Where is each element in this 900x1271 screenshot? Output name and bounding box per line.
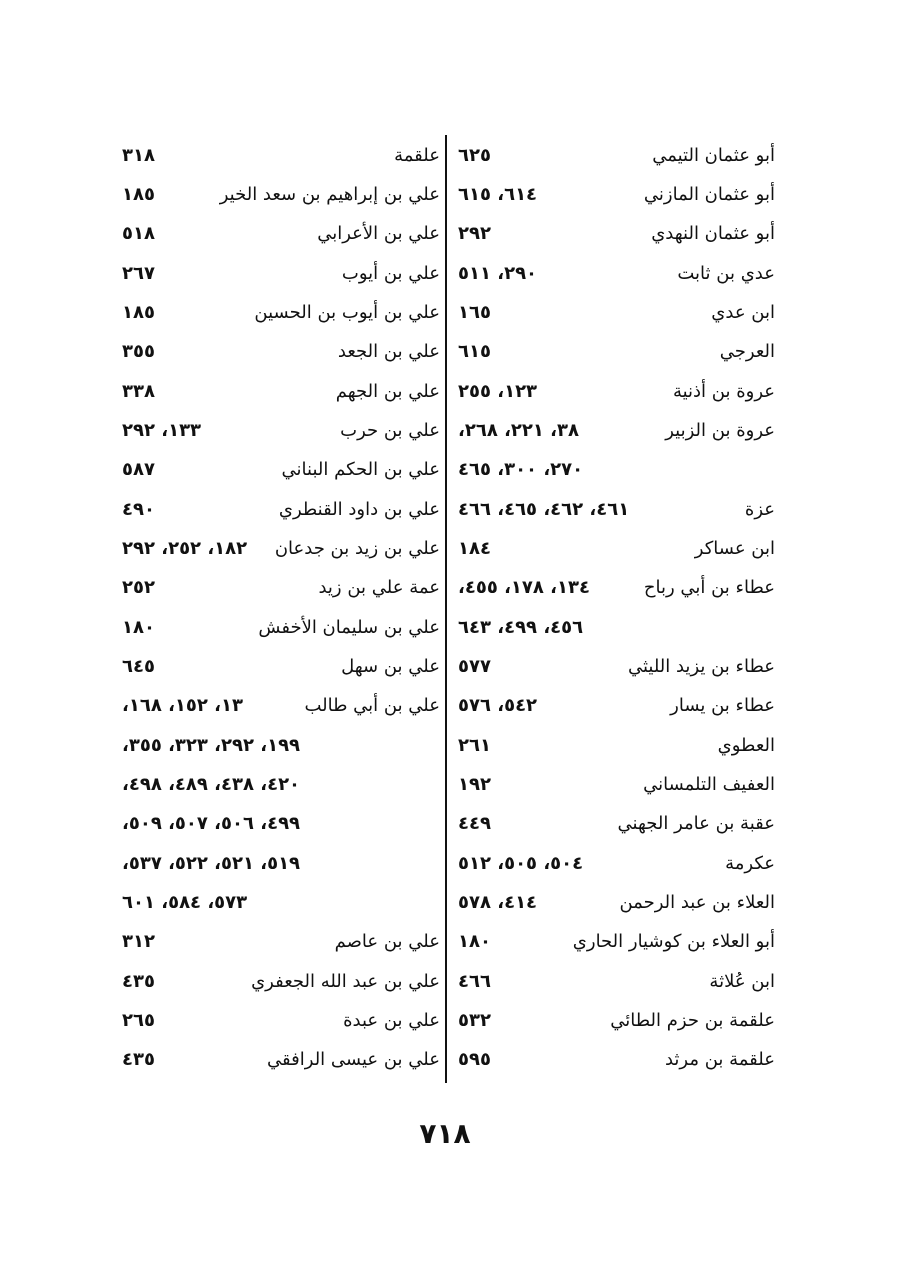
index-entry: [448, 293, 775, 332]
entry-pages: ٢٦٧: [122, 262, 155, 284]
index-entry: [0, 844, 440, 883]
entry-pages: ٢٩٠، ٥١١: [458, 262, 538, 284]
index-entry: [448, 726, 775, 765]
entry-pages: ٥١٨: [122, 223, 155, 245]
entry-pages: ٥٤٢، ٥٧٦: [458, 695, 538, 717]
entry-name: علي بن زيد بن جدعان: [274, 537, 440, 559]
entry-pages: ١٩٩، ٢٩٢، ٣٢٣، ٣٥٥،: [122, 734, 301, 756]
entry-name: علي بن الجهم: [335, 380, 440, 402]
entry-pages: ٦١٤، ٦١٥: [458, 183, 538, 205]
entry-name: العفيف التلمساني: [643, 774, 775, 795]
entry-pages: ٦١٥: [458, 341, 491, 363]
index-entry: [0, 804, 440, 843]
entry-name: علي بن الحكم البناني: [281, 459, 440, 481]
entry-pages: ٥٨٧: [122, 459, 155, 481]
entry-pages: ٥٧٣، ٥٨٤، ٦٠١: [122, 892, 248, 914]
index-entry: [448, 411, 775, 450]
entry-pages: ٤٦٦: [458, 970, 491, 992]
index-entry: [0, 568, 440, 607]
entry-pages: ٤٢٠، ٤٣٨، ٤٨٩، ٤٩٨،: [122, 774, 301, 795]
entry-name: العطوي: [717, 734, 775, 756]
entry-pages: ٣٥٥: [122, 341, 155, 363]
entry-name: ابن عساكر: [694, 537, 775, 559]
entry-pages: ١٨٠: [458, 931, 491, 953]
entry-name: ابن عُلاثة: [709, 970, 775, 992]
entry-name: علي بن الأعرابي: [317, 223, 440, 245]
index-entry: [0, 647, 440, 686]
entry-name: علي بن عبدة: [343, 1010, 440, 1032]
entry-name: علقمة: [394, 144, 440, 166]
index-entry: [448, 608, 775, 647]
entry-name: علي بن داود القنطري: [278, 498, 440, 520]
index-entry: [448, 372, 775, 411]
entry-name: علي بن الجعد: [337, 341, 440, 363]
entry-pages: ١٩٢: [458, 774, 491, 795]
entry-pages: ٤٣٥: [122, 1049, 155, 1071]
entry-name: عطاء بن يسار: [670, 695, 775, 717]
entry-name: عزة: [744, 498, 775, 520]
entry-pages: ٤١٤، ٥٧٨: [458, 892, 538, 914]
index-entry: [0, 214, 440, 253]
entry-name: علي بن عيسى الرافقي: [267, 1049, 440, 1071]
index-entry: [0, 962, 440, 1001]
entry-name: علي بن عاصم: [334, 931, 440, 953]
entry-pages: ٤٩٩، ٥٠٦، ٥٠٧، ٥٠٩،: [122, 813, 301, 835]
entry-pages: ٤٤٩: [458, 813, 491, 835]
entry-name: علي بن حرب: [340, 419, 440, 441]
entry-name: علي بن عبد الله الجعفري: [251, 970, 440, 992]
index-entry: [0, 254, 440, 293]
entry-pages: ٢٧٠، ٣٠٠، ٤٦٥: [458, 459, 584, 481]
column-divider: [445, 135, 447, 1083]
index-entry: [448, 962, 775, 1001]
index-entry: [448, 1001, 775, 1040]
entry-pages: ٥٩٥: [458, 1049, 491, 1071]
entry-name: عروة بن الزبير: [665, 419, 775, 441]
entry-pages: ٣١٨: [122, 144, 155, 166]
entry-pages: ٣٣٨: [122, 380, 155, 402]
index-entry: [448, 568, 775, 607]
index-entry: [448, 647, 775, 686]
entry-pages: ٤٣٥: [122, 970, 155, 992]
index-column-right: [448, 136, 775, 1080]
entry-name: علي بن سليمان الأخفش: [258, 616, 440, 638]
entry-pages: ٦٤٥: [122, 655, 155, 677]
entry-name: علقمة بن حزم الطائي: [610, 1010, 775, 1032]
entry-pages: ١٨٠: [122, 616, 155, 638]
index-entry: [0, 686, 440, 725]
entry-name: علقمة بن مرثد: [664, 1049, 775, 1071]
index-entry: [0, 608, 440, 647]
entry-pages: ١٦٥: [458, 301, 491, 323]
entry-pages: ٤٦١، ٤٦٢، ٤٦٥، ٤٦٦: [458, 498, 630, 520]
index-entry: [448, 214, 775, 253]
entry-pages: ٦٢٥: [458, 144, 491, 166]
entry-pages: ٢٦٥: [122, 1010, 155, 1032]
entry-pages: ٤٥٦، ٤٩٩، ٦٤٣: [458, 616, 584, 638]
entry-name: عطاء بن يزيد الليثي: [627, 655, 775, 677]
index-entry: [448, 765, 775, 804]
entry-pages: ٣٨، ٢٢١، ٢٦٨،: [458, 419, 579, 441]
entry-name: عقبة بن عامر الجهني: [617, 813, 775, 835]
entry-pages: ٤٩٠: [122, 498, 155, 520]
index-entry: [448, 175, 775, 214]
entry-pages: ١٣٤، ١٧٨، ٤٥٥،: [458, 577, 590, 599]
index-entry: [448, 254, 775, 293]
entry-name: أبو عثمان التيمي: [652, 144, 775, 166]
index-entry: [0, 1001, 440, 1040]
page-number: ٧١٨: [419, 1117, 471, 1150]
index-entry: [448, 686, 775, 725]
index-entry: [448, 844, 775, 883]
index-entry: [0, 922, 440, 961]
index-entry: [0, 883, 440, 922]
index-entry: [0, 136, 440, 175]
index-entry: [0, 372, 440, 411]
index-column-left: [0, 136, 440, 1080]
entry-pages: ٥٠٤، ٥٠٥، ٥١٢: [458, 852, 584, 874]
entry-name: علي بن أبي طالب: [304, 695, 440, 717]
entry-name: عروة بن أذنية: [672, 380, 775, 402]
entry-name: أبو العلاء بن كوشيار الحاري: [572, 931, 775, 953]
entry-pages: ٢٥٢: [122, 577, 155, 599]
entry-name: العرجي: [719, 341, 775, 363]
entry-name: علي بن إبراهيم بن سعد الخير: [219, 183, 440, 205]
entry-pages: ١٢٣، ٢٥٥: [458, 380, 538, 402]
entry-name: عكرمة: [725, 852, 775, 874]
index-entry: [448, 529, 775, 568]
index-entry: [0, 332, 440, 371]
index-entry: [0, 1040, 440, 1079]
entry-pages: ٥١٩، ٥٢١، ٥٢٢، ٥٣٧،: [122, 852, 301, 874]
entry-name: ابن عدي: [711, 301, 775, 323]
index-entry: [0, 765, 440, 804]
entry-name: أبو عثمان النهدي: [651, 223, 775, 245]
entry-pages: ٥٧٧: [458, 655, 491, 677]
entry-pages: ١٨٥: [122, 301, 155, 323]
entry-pages: ١٣، ١٥٢، ١٦٨،: [122, 695, 243, 717]
entry-pages: ٥٣٢: [458, 1010, 491, 1032]
index-entry: [0, 293, 440, 332]
entry-name: علي بن أيوب بن الحسين: [254, 301, 440, 323]
entry-pages: ١٨٤: [458, 537, 491, 559]
entry-pages: ١٨٢، ٢٥٢، ٢٩٢: [122, 537, 248, 559]
index-entry: [0, 175, 440, 214]
index-entry: [0, 490, 440, 529]
entry-name: أبو عثمان المازني: [643, 183, 775, 205]
entry-pages: ١٣٣، ٢٩٢: [122, 419, 202, 441]
index-entry: [0, 411, 440, 450]
entry-pages: ٢٩٢: [458, 223, 491, 245]
entry-pages: ٣١٢: [122, 931, 155, 953]
index-entry: [0, 529, 440, 568]
entry-pages: ١٨٥: [122, 183, 155, 205]
entry-name: العلاء بن عبد الرحمن: [619, 892, 775, 914]
index-entry: [448, 136, 775, 175]
index-entry: [448, 332, 775, 371]
entry-name: عمة علي بن زيد: [318, 577, 440, 599]
index-entry: [448, 1040, 775, 1079]
index-entry: [448, 490, 775, 529]
entry-pages: ٢٦١: [458, 734, 491, 756]
index-entry: [448, 883, 775, 922]
index-entry: [448, 450, 775, 489]
index-entry: [0, 450, 440, 489]
index-entry: [448, 922, 775, 961]
index-entry: [0, 726, 440, 765]
entry-name: عدي بن ثابت: [677, 262, 775, 284]
index-entry: [448, 804, 775, 843]
entry-name: عطاء بن أبي رباح: [643, 577, 775, 599]
entry-name: علي بن سهل: [341, 655, 440, 677]
entry-name: علي بن أيوب: [341, 262, 440, 284]
